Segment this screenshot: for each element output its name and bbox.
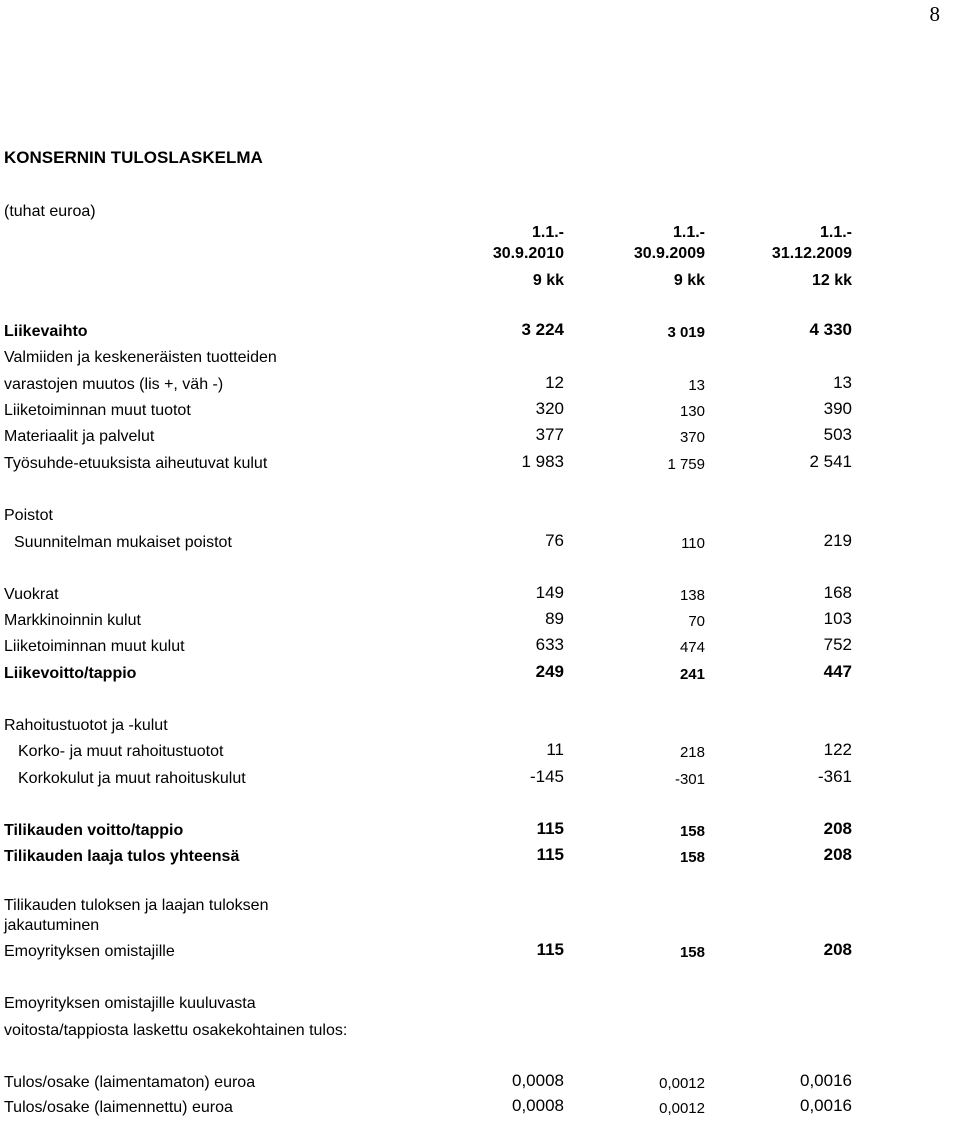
- value-2009-9kk: 158: [679, 849, 705, 866]
- row-suunnitelman-poistot: [0, 531, 960, 560]
- column-header-2: [634, 222, 705, 291]
- value-2009-9kk: 110: [681, 535, 705, 552]
- value-2010-9kk: 1 983: [521, 452, 564, 471]
- row-label: Tulos/osake (laimennettu) euroa: [4, 1099, 233, 1116]
- row-label: Liikevoitto/tappio: [4, 665, 137, 682]
- row-label: Työsuhde-etuuksista aiheutuvat kulut: [4, 455, 268, 472]
- row-label: Valmiiden ja keskeneräisten tuotteiden: [4, 349, 277, 366]
- row-osakekohtainen-otsikko-2: [0, 1022, 960, 1048]
- value-2009-9kk: 370: [679, 429, 705, 446]
- value-2010-9kk: 0,0008: [512, 1071, 564, 1090]
- value-2009-12kk: 4 330: [809, 320, 852, 339]
- row-tulos-osake-laimennettu: [0, 1096, 960, 1125]
- value-2010-9kk: 76: [545, 531, 564, 550]
- row-label-line2: jakautuminen: [4, 917, 100, 934]
- row-label: Emoyrityksen omistajille: [4, 943, 175, 960]
- column-header-1: [493, 222, 564, 291]
- value-2009-9kk: 0,0012: [659, 1075, 705, 1092]
- value-2009-9kk: 241: [679, 666, 705, 683]
- row-label: Korkokulut ja muut rahoituskulut: [18, 770, 246, 787]
- value-2009-12kk: -361: [817, 767, 852, 786]
- row-label: Liikevaihto: [4, 323, 88, 340]
- row-label: Materiaalit ja palvelut: [4, 428, 155, 445]
- row-label: varastojen muutos (lis +, väh -): [4, 376, 224, 393]
- row-materiaalit: [0, 425, 960, 454]
- column-header-period: 9 kk: [673, 272, 705, 289]
- value-2010-9kk: 320: [535, 399, 564, 418]
- row-rahoitustuotot: [0, 740, 960, 769]
- value-2010-9kk: 12: [545, 373, 564, 392]
- value-2010-9kk: -145: [529, 767, 564, 786]
- value-2009-9kk: 158: [679, 944, 705, 961]
- column-header-period: 9 kk: [532, 272, 564, 289]
- value-2009-9kk: 3 019: [667, 324, 705, 341]
- value-2009-12kk: 103: [823, 609, 852, 628]
- page-number: 8: [929, 2, 940, 26]
- value-2009-9kk: 13: [688, 377, 705, 394]
- row-label: Tilikauden voitto/tappio: [4, 822, 184, 839]
- value-2009-9kk: 138: [679, 587, 705, 604]
- row-liikevaihto: [0, 320, 960, 349]
- row-label: Emoyrityksen omistajille kuuluvasta: [4, 995, 256, 1012]
- row-label: Liiketoiminnan muut kulut: [4, 638, 185, 655]
- value-2009-12kk: 2 541: [809, 452, 852, 471]
- row-label: Markkinoinnin kulut: [4, 612, 141, 629]
- value-2010-9kk: 11: [546, 740, 564, 759]
- value-2010-9kk: 633: [535, 635, 564, 654]
- column-header-line2: 30.9.2009: [633, 245, 705, 262]
- value-2009-9kk: 218: [679, 744, 705, 761]
- row-label: [4, 896, 268, 936]
- row-muut-kulut: [0, 635, 960, 664]
- value-2010-9kk: 115: [536, 845, 564, 864]
- row-osakekohtainen-otsikko-1: [0, 995, 960, 1021]
- value-2009-12kk: 122: [823, 740, 852, 759]
- row-label: Tulos/osake (laimentamaton) euroa: [4, 1074, 256, 1091]
- value-2009-9kk: 1 759: [667, 456, 705, 473]
- statement-title: KONSERNIN TULOSLASKELMA: [4, 148, 263, 167]
- column-header-line1: 1.1.-: [531, 224, 564, 241]
- row-label: Rahoitustuotot ja -kulut: [4, 717, 168, 734]
- row-label: Liiketoiminnan muut tuotot: [4, 402, 191, 419]
- row-vuokrat: [0, 583, 960, 612]
- row-jakautuminen-otsikko: [0, 896, 960, 938]
- row-varastojen-muutos: [0, 373, 960, 402]
- row-label: Poistot: [4, 507, 53, 524]
- value-2009-12kk: 219: [823, 531, 852, 550]
- row-label: voitosta/tappiosta laskettu osakekohtainen tulos:: [4, 1022, 348, 1039]
- row-varastojen-otsikko: [0, 349, 960, 375]
- row-label: Tilikauden laaja tulos yhteensä: [4, 848, 240, 865]
- value-2009-9kk: -301: [674, 771, 705, 788]
- row-label-line1: Tilikauden tuloksen ja laajan tuloksen: [4, 897, 269, 914]
- value-2010-9kk: 249: [535, 662, 564, 681]
- value-2010-9kk: 0,0008: [512, 1096, 564, 1115]
- unit-note: (tuhat euroa): [4, 203, 96, 220]
- value-2009-9kk: 130: [679, 403, 705, 420]
- row-rahoituskulut: [0, 767, 960, 796]
- row-liikevoitto: [0, 662, 960, 691]
- value-2009-12kk: 13: [833, 373, 852, 392]
- value-2010-9kk: 3 224: [521, 320, 564, 339]
- value-2010-9kk: 377: [535, 425, 564, 444]
- value-2009-12kk: 208: [823, 845, 852, 864]
- value-2010-9kk: 149: [535, 583, 564, 602]
- value-2010-9kk: 115: [536, 819, 564, 838]
- column-header-line1: 1.1.-: [672, 224, 705, 241]
- column-header-period: 12 kk: [811, 272, 852, 289]
- value-2009-12kk: 208: [823, 940, 852, 959]
- value-2009-12kk: 390: [823, 399, 852, 418]
- value-2010-9kk: 89: [545, 609, 564, 628]
- row-label: Suunnitelman mukaiset poistot: [14, 534, 232, 551]
- row-laaja-tulos: [0, 845, 960, 874]
- value-2009-12kk: 752: [823, 635, 852, 654]
- column-header-line1: 1.1.-: [819, 224, 852, 241]
- value-2009-12kk: 168: [823, 583, 852, 602]
- column-header-line2: 30.9.2010: [492, 245, 564, 262]
- row-rahoitus-otsikko: [0, 717, 960, 743]
- value-2009-9kk: 70: [688, 613, 705, 630]
- value-2009-12kk: 447: [823, 662, 852, 681]
- value-2009-9kk: 158: [679, 823, 705, 840]
- row-tilikauden-voitto: [0, 819, 960, 848]
- value-2009-9kk: 0,0012: [659, 1100, 705, 1117]
- value-2010-9kk: 115: [536, 940, 564, 959]
- row-label: Korko- ja muut rahoitustuotot: [18, 743, 224, 760]
- value-2009-12kk: 0,0016: [800, 1096, 852, 1115]
- value-2009-9kk: 474: [679, 639, 705, 656]
- value-2009-12kk: 208: [823, 819, 852, 838]
- value-2009-12kk: 0,0016: [800, 1071, 852, 1090]
- column-header-line2: 31.12.2009: [771, 245, 852, 262]
- row-muut-tuotot: [0, 399, 960, 428]
- row-poistot-otsikko: [0, 507, 960, 533]
- row-label: Vuokrat: [4, 586, 59, 603]
- row-tyosuhde-etuudet: [0, 452, 960, 481]
- row-emoyrityksen-omistajille: [0, 940, 960, 969]
- row-markkinointi: [0, 609, 960, 638]
- value-2009-12kk: 503: [823, 425, 852, 444]
- column-header-3: [772, 222, 852, 291]
